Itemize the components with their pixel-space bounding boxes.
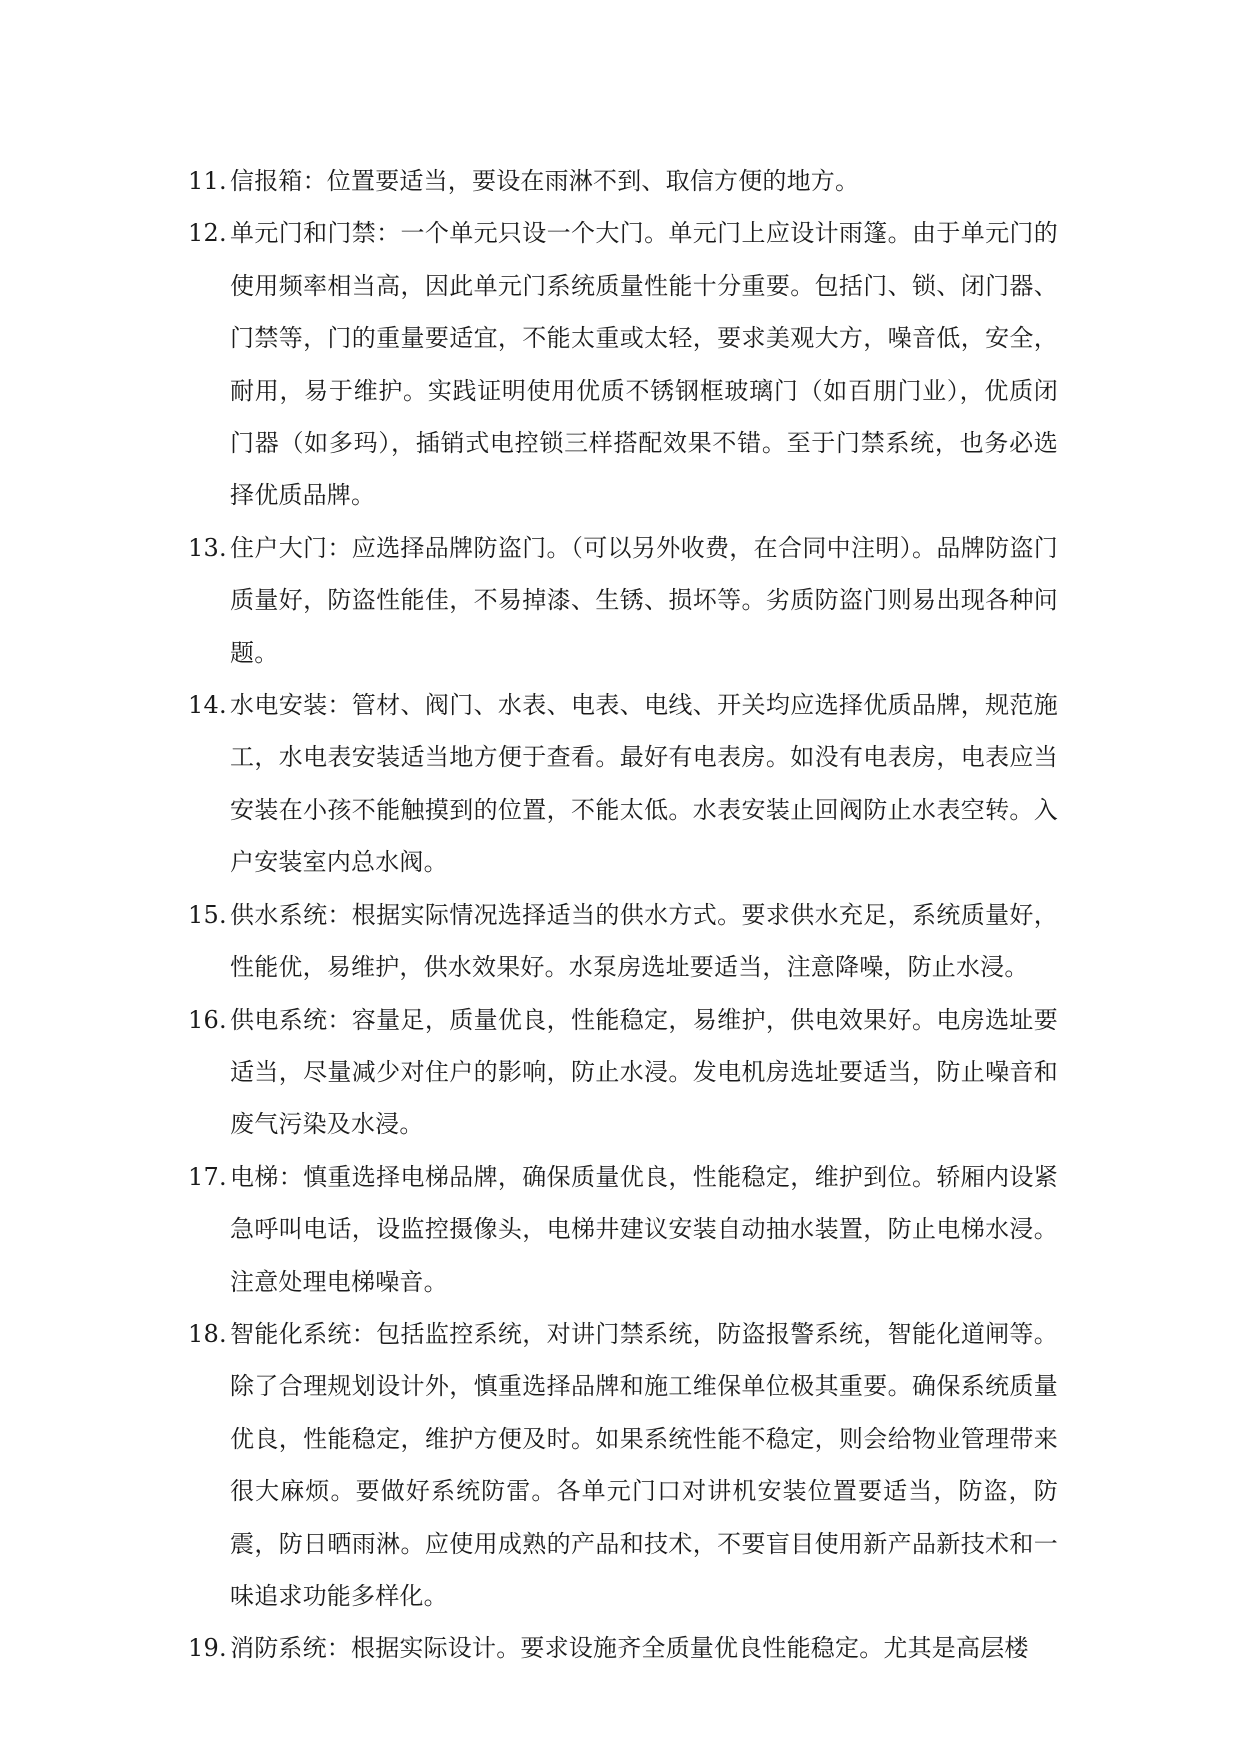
list-item-13 — [188, 522, 1058, 679]
item-number: 11. — [188, 167, 227, 195]
item-number: 16. — [188, 1005, 227, 1034]
list-item-14 — [188, 679, 1058, 889]
list-item-16 — [188, 994, 1058, 1151]
list-item-11 — [188, 155, 1058, 207]
item-text: 信报箱：位置要适当，要设在雨淋不到、取信方便的地方。 — [230, 167, 860, 195]
item-text: 供电系统：容量足，质量优良，性能稳定，易维护，供电效果好。电房选址要适当，尽量减少对住户的影响，防止水浸。发电机房选址要适当，防止噪音和废气污染及水浸。 — [230, 1005, 1058, 1139]
list-item-15 — [188, 889, 1058, 994]
item-text: 智能化系统：包括监控系统，对讲门禁系统，防盗报警系统，智能化道闸等。除了合理规划设计外，慎重选择品牌和施工维保单位极其重要。确保系统质量优良，性能稳定，维护方便及时。如果系统性能不稳定，则会给物业管理带来很大麻烦。要做好系统防雷。各单元门口对讲机安装位置要适当，防盗，防震，防日晒雨淋。应使用成熟的产品和技术，不要盲目使用新产品新技术和一味追求功能多样化。 — [230, 1319, 1058, 1610]
item-number: 14. — [188, 691, 227, 720]
item-number: 15. — [188, 900, 227, 929]
item-number: 19. — [188, 1634, 227, 1663]
item-number: 12. — [188, 219, 227, 248]
list-item-12 — [188, 207, 1058, 521]
list-item-19 — [188, 1622, 1058, 1674]
item-text: 单元门和门禁：一个单元只设一个大门。单元门上应设计雨篷。由于单元门的使用频率相当高，因此单元门系统质量性能十分重要。包括门、锁、闭门器、门禁等，门的重量要适宜，不能太重或太轻，要求美观大方，噪音低，安全，耐用，易于维护。实践证明使用优质不锈钢框玻璃门（如百朋门业），优质闭门器（如多玛），插销式电控锁三样搭配效果不错。至于门禁系统，也务必选择优质品牌。 — [230, 219, 1058, 510]
list-item-18 — [188, 1308, 1058, 1622]
item-text: 住户大门：应选择品牌防盗门。（可以另外收费，在合同中注明）。品牌防盗门质量好，防盗性能佳，不易掉漆、生锈、损坏等。劣质防盗门则易出现各种问题。 — [230, 533, 1058, 667]
item-text: 消防系统：根据实际设计。要求设施齐全质量优良性能稳定。尤其是高层楼 — [230, 1634, 1029, 1663]
item-text: 水电安装：管材、阀门、水表、电表、电线、开关均应选择优质品牌，规范施工，水电表安装适当地方便于查看。最好有电表房。如没有电表房，电表应当安装在小孩不能触摸到的位置，不能太低。水表安装止回阀防止水表空转。入户安装室内总水阀。 — [230, 691, 1058, 877]
numbered-list — [188, 155, 1058, 1675]
item-text: 电梯：慎重选择电梯品牌，确保质量优良，性能稳定，维护到位。轿厢内设紧急呼叫电话，设监控摄像头，电梯井建议安装自动抽水装置，防止电梯水浸。注意处理电梯噪音。 — [230, 1162, 1058, 1296]
item-text: 供水系统：根据实际情况选择适当的供水方式。要求供水充足，系统质量好，性能优，易维护，供水效果好。水泵房选址要适当，注意降噪，防止水浸。 — [230, 900, 1058, 982]
item-number: 17. — [188, 1162, 227, 1191]
item-number: 13. — [188, 533, 227, 562]
item-number: 18. — [188, 1319, 227, 1348]
list-item-17 — [188, 1151, 1058, 1308]
